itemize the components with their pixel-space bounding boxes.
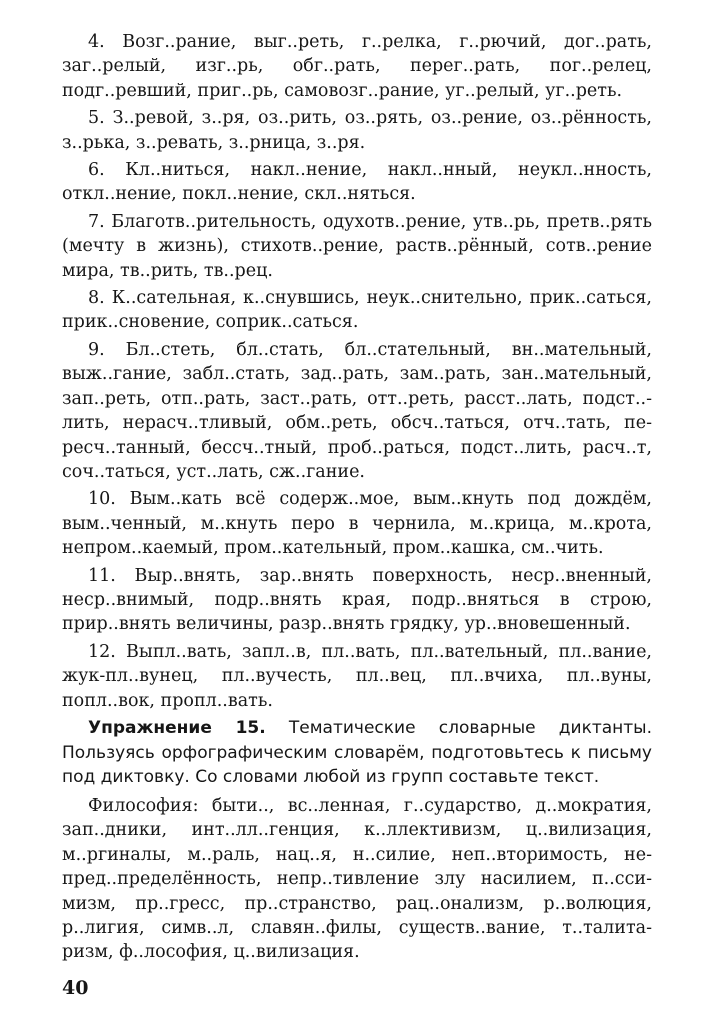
word-group-12: 12. Выпл..вать, запл..в, пл..вать, пл..вательный, пл..вание, жук-пл..вунец, пл..вучесть, пл..вец, пл..вчиха, пл..вуны, попл..вок, пропл..вать. [62, 641, 652, 711]
word-group-9: 9. Бл..стеть, бл..стать, бл..стательный, вн..мательный, выж..гание, забл..стать, зад..рать, зам..рать, зан..мательный, зап..реть, отп..рать, заст..рать, отт..реть, расст..лать, подст..лить, нерасч..тливый, обм..реть, обсч..таться, отч..тать, пересч..танный, бессч..тный, проб..раться, подст..лить, расч..т, соч..таться, уст..лать, сж..гание. [62, 339, 652, 482]
exercise-title: Упражнение 15. [88, 718, 266, 738]
word-group-10: 10. Вым..кать всё содерж..мое, вым..кнуть под дождём, вым..ченный, м..кнуть перо в чернила, м..крица, м..крота, непром..каемый, пром..кательный, пром..кашка, см..чить. [62, 489, 652, 559]
word-group-7: 7. Благотв..рительность, одухотв..рение, утв..рь, претв..рять (мечту в жизнь), стихотв..рение, раств..рённый, сотв..рение мира, тв..рить, тв..рец. [62, 211, 652, 281]
word-group-5: 5. З..ревой, з..ря, оз..рить, оз..рять, оз..рение, оз..рённость, з..рька, з..ревать, з..рница, з..ря. [62, 108, 652, 153]
exercise-text: Тематические словарные диктанты. Пользуясь орфографическим словарём, подготовьтесь к письму под диктовку. Со словами любой из групп составьте текст. [62, 718, 653, 787]
word-group-8: 8. К..сательная, к..снувшись, неук..снительно, прик..саться, прик..сновение, соприк..саться. [62, 288, 652, 333]
word-group-6: 6. Кл..ниться, накл..нение, накл..нный, неукл..нность, откл..нение, покл..нение, скл..няться. [62, 160, 652, 205]
word-group-4: 4. Возг..рание, выг..реть, г..релка, г..рючий, дог..рать, заг..релый, изг..рь, обг..рать, перег..рать, пог..релец, подг..ревший, приг..рь, самовозг..рание, уг..релый, уг..реть. [62, 32, 652, 101]
page-number: 40 [62, 977, 89, 999]
exercise-instructions [62, 716, 652, 790]
word-list [62, 30, 652, 716]
word-group-11: 11. Выр..внять, зар..внять поверхность, неср..вненный, неср..внимый, подр..внять края, подр..вняться в строю, прир..внять величины, разр..внять грядку, ур..вновешенный. [62, 565, 652, 635]
philosophy-word-group: Философия: быти.., вс..ленная, г..сударство, д..мократия, зап..дники, инт..лл..генция, к..ллективизм, ц..вилизация, м..ргиналы, м..раль, нац..я, н..силие, неп..вторимость, непред..пределённость, непр..тивление злу насилием, п..ссимизм, пр..гресс, пр..странство, рац..онализм, р..волюция, р..лигия, симв..л, славян..филы, существ..вание, т..талитаризм, ф..лософия, ц..вилизация. [62, 796, 652, 963]
